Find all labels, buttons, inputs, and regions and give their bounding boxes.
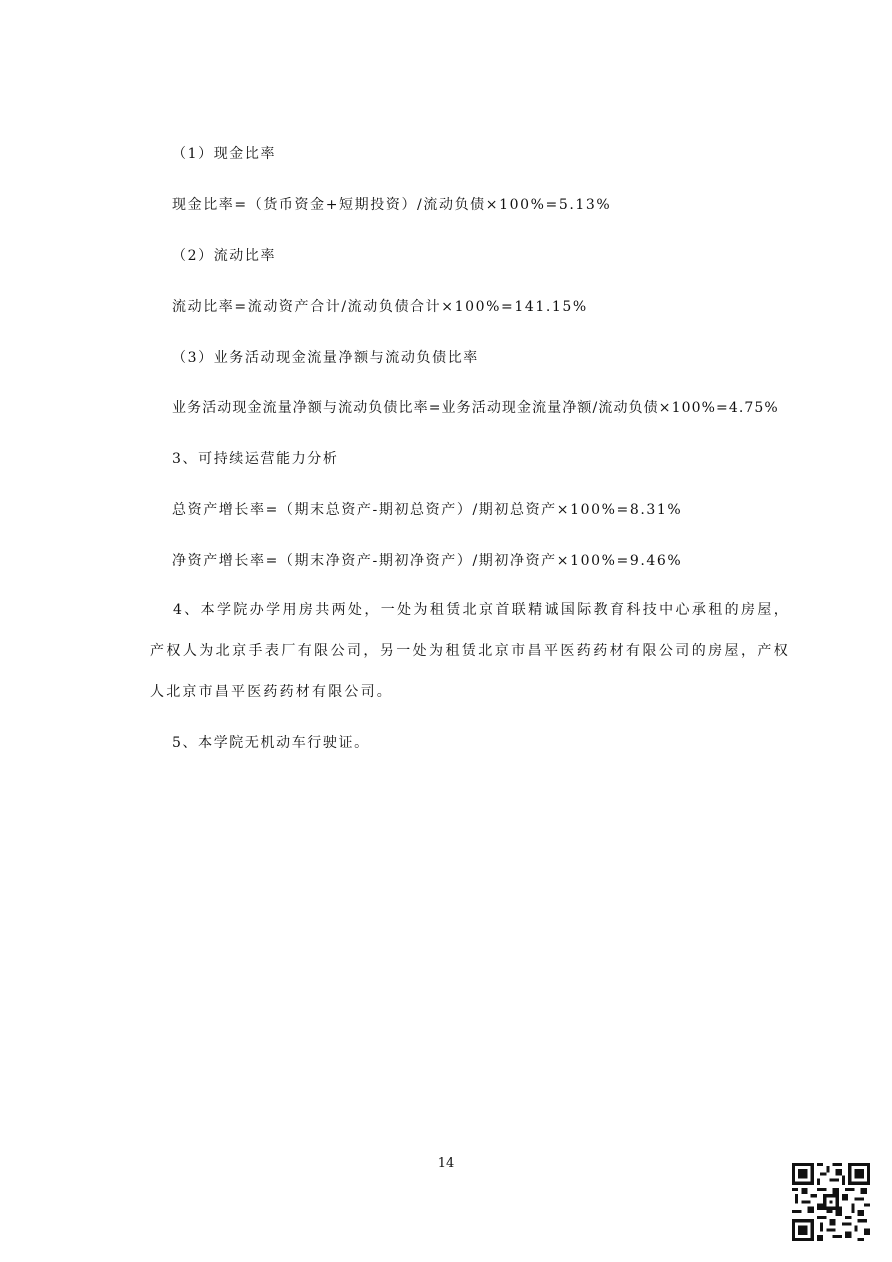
section-3-heading: 3、可持续运营能力分析 xyxy=(172,451,339,467)
total-asset-growth-formula: 总资产增长率=（期末总资产-期初总资产）/期初总资产×100%=8.31% xyxy=(172,502,683,518)
paragraph-premises: 4、本学院办学用房共两处，一处为租赁北京首联精诚国际教育科技中心承租的房屋，产权人为北京手表厂有限公司，另一处为租赁北京市昌平医药药材有限公司的房屋，产权人北京市昌平医药药材有限公司。 xyxy=(150,602,790,700)
page-number: 14 xyxy=(437,1156,455,1171)
ratio-1-heading: （1）现金比率 xyxy=(172,146,277,162)
ratio-1-formula: 现金比率=（货币资金+短期投资）/流动负债×100%=5.13% xyxy=(172,197,612,213)
net-asset-growth-formula: 净资产增长率=（期末净资产-期初净资产）/期初净资产×100%=9.46% xyxy=(172,553,683,569)
ratio-2-formula: 流动比率=流动资产合计/流动负债合计×100%=141.15% xyxy=(172,299,588,315)
ratio-3-heading: （3）业务活动现金流量净额与流动负债比率 xyxy=(172,350,479,366)
qr-code-icon xyxy=(792,1163,870,1241)
ratio-2-heading: （2）流动比率 xyxy=(172,248,277,264)
paragraph-vehicle-license: 5、本学院无机动车行驶证。 xyxy=(172,735,370,751)
ratio-3-formula: 业务活动现金流量净额与流动负债比率=业务活动现金流量净额/流动负债×100%=4.75% xyxy=(172,400,779,416)
